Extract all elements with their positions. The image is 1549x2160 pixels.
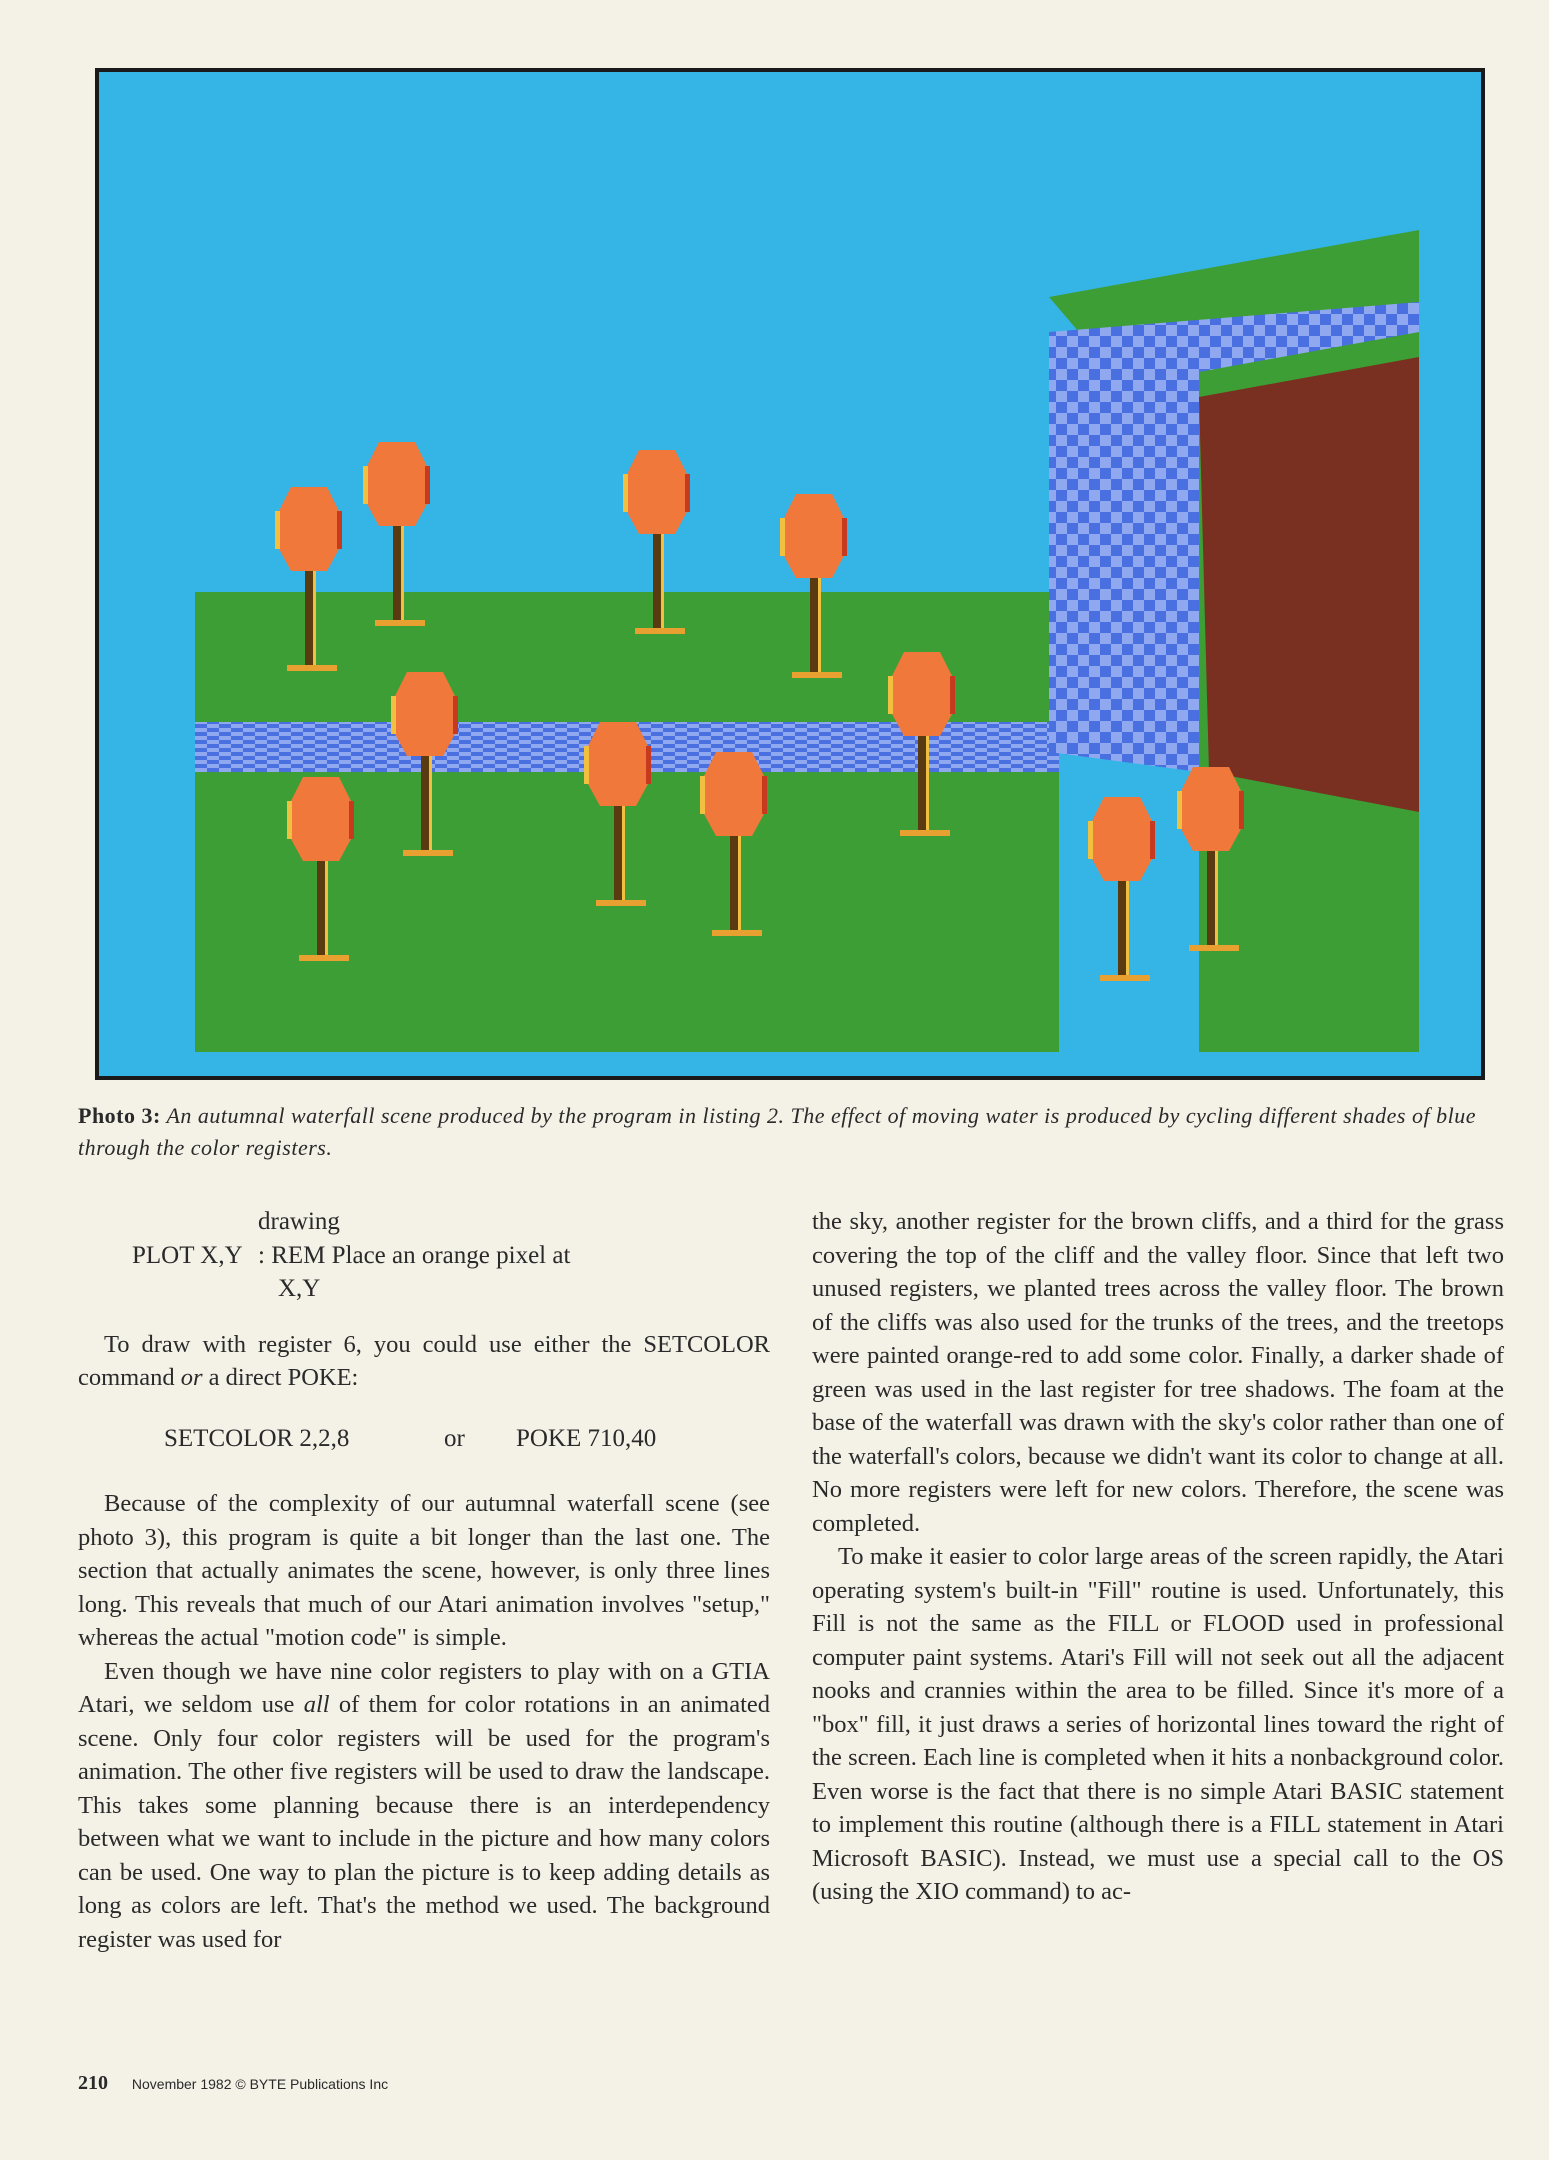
waterfall-scene-illustration [99,72,1481,1076]
code-listing [78,1205,770,1306]
right-column [812,1205,1504,1909]
photo-caption [78,1100,1493,1164]
setcolor-example [164,1422,770,1456]
poke-command: POKE 710,40 [516,1424,657,1452]
paragraph: Even though we have nine color registers to play with on a GTIA Atari, we seldom use all of them for color rotations in an animated scene. Only four color registers will be used for the program's animation. The other five registers will be used to draw the landscape. This takes some planning because there is an interdependency between what we want to include in the picture and how many colors can be used. One way to plan the picture is to keep adding details as long as colors are left. That's the method we used. The background register was used for [78,1657,771,1953]
code-line2-right: : REM Place an orange pixel at [258,1241,571,1269]
paragraph: To make it easier to color large areas of the screen rapidly, the Atari operating system's built-in "Fill" routine is used. Unfortunately, this Fill is not the same as the FILL or FLOOD used in professional computer paint systems. Atari's Fill will not seek out all the adjacent nooks and crannies within the area to be filled. Since it's more of a "box" fill, it just draws a series of horizontal lines toward the right of the screen. Each line is completed when it hits a nonbackground color. Even worse is the fact that there is no simple Atari BASIC statement to implement this routine (although there is a FILL statement in Atari Microsoft BASIC). Instead, we must use a special call to the OS (using the XIO command) to ac- [812,1543,1504,1905]
code-line2-left: PLOT X,Y [132,1241,243,1269]
caption-label: Photo 3: [78,1103,161,1128]
paragraph: Because of the complexity of our autumnal waterfall scene (see photo 3), this program is quite a bit longer than the last one. The section that actually animates the scene, however, is only three lines long. This reveals that much of our Atari animation involves "setup," whereas the actual "motion code" is simple. [78,1490,770,1651]
code-line3-right: X,Y [278,1275,321,1302]
setcolor-command: SETCOLOR 2,2,8 [164,1424,350,1452]
brown-cliff [1199,357,1419,812]
caption-text: An autumnal waterfall scene produced by the program in listing 2. The effect of moving water is produced by cycling different shades of blue through the color registers. [78,1103,1476,1160]
paragraph: To draw with register 6, you could use either the SETCOLOR command or a direct POKE: [78,1330,770,1391]
publication-credit: November 1982 © BYTE Publications Inc [131,2076,389,2092]
paragraph: the sky, another register for the brown cliffs, and a third for the grass covering the top of the cliff and the valley floor. Since that left two unused registers, we planted trees across the valley floor. The brown of the cliffs was also used for the trunks of the trees, and the treetops were painted orange-red to add some color. Finally, a darker shade of green was used in the last register for tree shadows. The foam at the base of the waterfall was drawn with the sky's color rather than one of the waterfall's colors, because we didn't want its color to change at all. No more registers were left for new colors. Therefore, the scene was completed. [812,1208,1504,1537]
code-line1-right: drawing [258,1208,340,1235]
photo-3-image [95,68,1485,1080]
page-footer [78,2072,388,2095]
or-separator: or [444,1424,465,1452]
left-column [78,1205,770,1956]
page-number: 210 [78,2072,108,2094]
